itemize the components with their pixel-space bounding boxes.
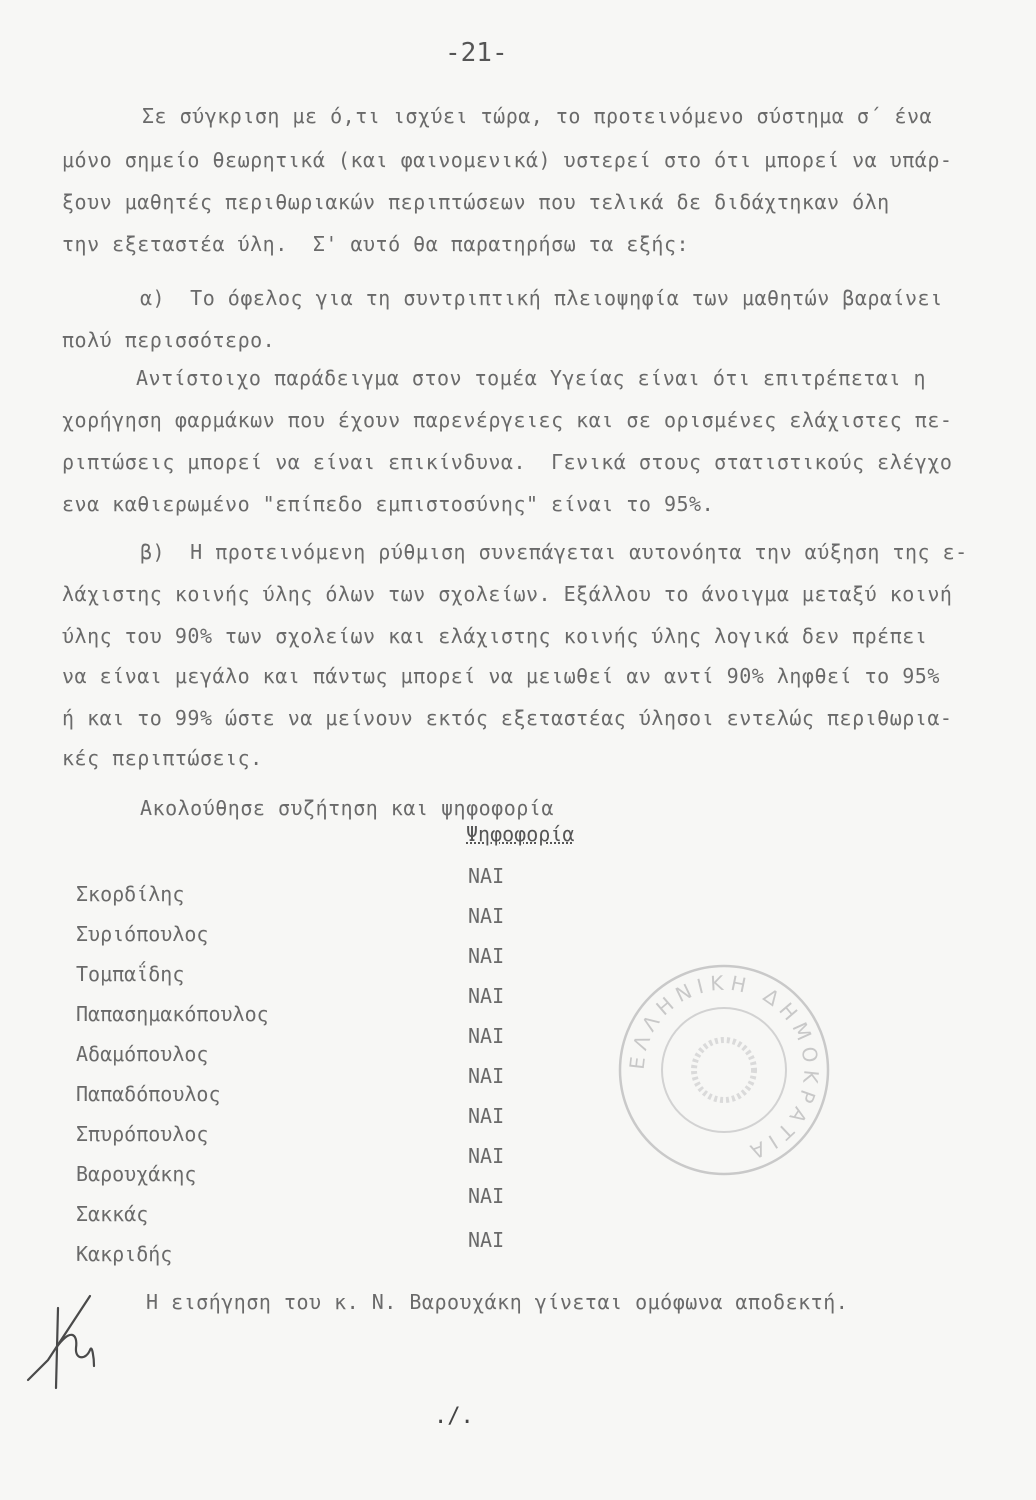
- paragraph-line: Ακολούθησε συζήτηση και ψηφοφορία: [140, 796, 554, 820]
- paragraph-line: να είναι μεγάλο και πάντως μπορεί να μειωθεί αν αντί 90% ληφθεί το 95%: [62, 664, 940, 688]
- paragraph-line: την εξεταστέα ύλη. Σ' αυτό θα παρατηρήσω τα εξής:: [62, 232, 690, 256]
- vote-value: ΝΑΙ: [468, 1144, 505, 1168]
- paragraph-line: Αντίστοιχο παράδειγμα στον τομέα Υγείας είναι ότι επιτρέπεται η: [136, 366, 927, 390]
- paragraph-line: μόνο σημείο θεωρητικά (και φαινομενικά) υστερεί στο ότι μπορεί να υπάρ-: [62, 148, 953, 172]
- vote-value: ΝΑΙ: [468, 1228, 505, 1252]
- member-name: Παπασημακόπουλος: [76, 1002, 269, 1026]
- paragraph-line: ριπτώσεις μπορεί να είναι επικίνδυνα. Γενικά στους στατιστικούς ελέγχο: [62, 450, 953, 474]
- paragraph-line: α) Το όφελος για τη συντριπτική πλειοψηφία των μαθητών βαραίνει: [140, 286, 943, 310]
- paragraph-line: χορήγηση φαρμάκων που έχουν παρενέργειες και σε ορισμένες ελάχιστες πε-: [62, 408, 953, 432]
- official-stamp-icon: [614, 960, 834, 1180]
- paragraph-line: β) Η προτεινόμενη ρύθμιση συνεπάγεται αυτονόητα την αύξηση της ε-: [140, 540, 968, 564]
- svg-text:ΕΛΛΗΝΙΚΗ ΔΗΜΟΚΡΑΤΙΑ: [625, 971, 824, 1166]
- stamp-text: ΕΛΛΗΝΙΚΗ ΔΗΜΟΚΡΑΤΙΑ: [624, 970, 824, 1166]
- handwritten-signature-icon: [20, 1288, 130, 1398]
- member-name: Παπαδόπουλος: [76, 1082, 221, 1106]
- page-number: -21-: [445, 38, 508, 68]
- vote-value: ΝΑΙ: [468, 1104, 505, 1128]
- vote-value: ΝΑΙ: [468, 904, 505, 928]
- member-name: Τομπαΐδης: [76, 962, 185, 986]
- paragraph-line: ενα καθιερωμένο "επίπεδο εμπιστοσύνης" είναι το 95%.: [62, 492, 715, 516]
- vote-value: ΝΑΙ: [468, 864, 505, 888]
- member-name: Αδαμόπουλος: [76, 1042, 209, 1066]
- paragraph-line: λάχιστης κοινής ύλης όλων των σχολείων. Εξάλλου το άνοιγμα μεταξύ κοινή: [62, 582, 953, 606]
- member-name: Σακκάς: [76, 1202, 149, 1226]
- vote-value: ΝΑΙ: [468, 1064, 505, 1088]
- vote-value: ΝΑΙ: [468, 984, 505, 1008]
- vote-header: Ψηφοφορία: [466, 822, 575, 846]
- paragraph-line: ξουν μαθητές περιθωριακών περιπτώσεων που τελικά δε διδάχτηκαν όλη: [62, 190, 890, 214]
- member-name: Συριόπουλος: [76, 922, 209, 946]
- vote-value: ΝΑΙ: [468, 1024, 505, 1048]
- conclusion-text: Η εισήγηση του κ. Ν. Βαρουχάκη γίνεται ομόφωνα αποδεκτή.: [146, 1290, 849, 1314]
- paragraph-line: πολύ περισσότερο.: [62, 328, 276, 352]
- member-name: Βαρουχάκης: [76, 1162, 197, 1186]
- member-name: Σκορδίλης: [76, 882, 185, 906]
- vote-value: ΝΑΙ: [468, 944, 505, 968]
- paragraph-line: ύλης του 90% των σχολείων και ελάχιστης κοινής ύλης λογικά δεν πρέπει: [62, 624, 928, 648]
- paragraph-line: ή και το 99% ώστε να μείνουν εκτός εξεταστέας ύλησοι εντελώς περιθωρια-: [62, 706, 953, 730]
- member-name: Κακριδής: [76, 1242, 173, 1266]
- vote-value: ΝΑΙ: [468, 1184, 505, 1208]
- member-name: Σπυρόπουλος: [76, 1122, 209, 1146]
- paragraph-line: Σε σύγκριση με ό,τι ισχύει τώρα, το προτεινόμενο σύστημα σ΄ ένα: [142, 104, 933, 128]
- paragraph-line: κές περιπτώσεις.: [62, 746, 263, 770]
- continuation-mark: ./.: [434, 1404, 474, 1429]
